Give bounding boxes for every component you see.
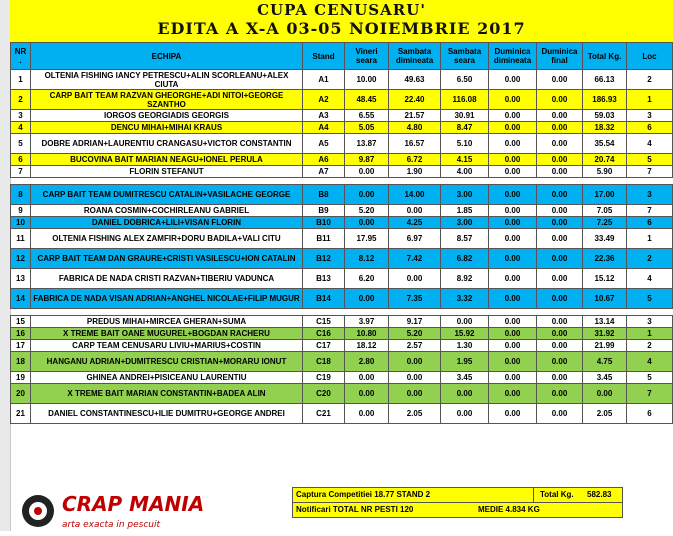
cell-duminica-final[interactable]: 0.00 xyxy=(537,289,583,309)
cell-echipa[interactable]: CARP BAIT TEAM DUMITRESCU CATALIN+VASILACHE GEORGE xyxy=(31,185,303,205)
table-row xyxy=(11,372,673,384)
cell-loc[interactable]: 3 xyxy=(627,185,673,205)
cell-duminica-dimineata[interactable]: 0.00 xyxy=(489,90,537,110)
cell-duminica-final[interactable]: 0.00 xyxy=(537,166,583,178)
cell-vineri[interactable]: 13.87 xyxy=(345,134,389,154)
cell-total[interactable]: 15.12 xyxy=(583,269,627,289)
cell-duminica-final[interactable]: 0.00 xyxy=(537,340,583,352)
cell-nr[interactable]: 7 xyxy=(11,166,31,178)
cell-duminica-dimineata[interactable]: 0.00 xyxy=(489,340,537,352)
cell-stand[interactable]: B13 xyxy=(303,269,345,289)
cell-vineri[interactable]: 6.20 xyxy=(345,269,389,289)
cell-duminica-dimineata[interactable]: 0.00 xyxy=(489,249,537,269)
cell-duminica-final[interactable]: 0.00 xyxy=(537,70,583,90)
cell-duminica-dimineata[interactable]: 0.00 xyxy=(489,372,537,384)
cell-total[interactable]: 22.36 xyxy=(583,249,627,269)
cell-nr[interactable]: 10 xyxy=(11,217,31,229)
separator-cell xyxy=(11,309,673,316)
cell-loc[interactable]: 3 xyxy=(627,110,673,122)
cell-stand[interactable]: C20 xyxy=(303,384,345,404)
table-row xyxy=(11,316,673,328)
logo-tagline: arta exacta in pescuit xyxy=(62,520,161,530)
cell-vineri[interactable]: 0.00 xyxy=(345,166,389,178)
cell-loc[interactable]: 4 xyxy=(627,134,673,154)
table-row xyxy=(11,185,673,205)
table-row xyxy=(11,122,673,134)
cell-sambata-seara[interactable]: 30.91 xyxy=(441,110,489,122)
results-body xyxy=(11,70,673,424)
cell-echipa[interactable]: DENCU MIHAI+MIHAI KRAUS xyxy=(31,122,303,134)
cell-stand[interactable]: A3 xyxy=(303,110,345,122)
cell-total[interactable]: 66.13 xyxy=(583,70,627,90)
results-table xyxy=(10,42,673,424)
cell-duminica-dimineata[interactable]: 0.00 xyxy=(489,154,537,166)
cell-loc[interactable]: 2 xyxy=(627,70,673,90)
table-row xyxy=(11,90,673,110)
cell-vineri[interactable]: 2.80 xyxy=(345,352,389,372)
header-duminica-dimineata[interactable]: Duminica dimineata xyxy=(489,43,537,70)
cell-total[interactable]: 13.14 xyxy=(583,316,627,328)
table-row xyxy=(11,154,673,166)
cell-sambata-dimineata[interactable]: 14.00 xyxy=(389,185,441,205)
cell-stand[interactable]: C19 xyxy=(303,372,345,384)
cell-nr[interactable]: 14 xyxy=(11,289,31,309)
cell-echipa[interactable]: X TREME BAIT OANE MUGUREL+BOGDAN RACHERU xyxy=(31,328,303,340)
cell-loc[interactable]: 6 xyxy=(627,217,673,229)
cell-loc[interactable]: 7 xyxy=(627,205,673,217)
cell-sambata-dimineata[interactable]: 2.05 xyxy=(389,404,441,424)
cell-duminica-dimineata[interactable]: 0.00 xyxy=(489,384,537,404)
cell-nr[interactable]: 18 xyxy=(11,352,31,372)
cell-duminica-dimineata[interactable]: 0.00 xyxy=(489,185,537,205)
cell-nr[interactable]: 12 xyxy=(11,249,31,269)
cell-echipa[interactable]: OLTENIA FISHING ALEX ZAMFIR+DORU BADILA+VALI CITU xyxy=(31,229,303,249)
cell-vineri[interactable]: 0.00 xyxy=(345,289,389,309)
cell-echipa[interactable]: X TREME BAIT MARIAN CONSTANTIN+BADEA ALIN xyxy=(31,384,303,404)
cell-sambata-seara[interactable]: 6.50 xyxy=(441,70,489,90)
cell-total[interactable]: 2.05 xyxy=(583,404,627,424)
cell-sambata-dimineata[interactable]: 0.00 xyxy=(389,372,441,384)
cell-total[interactable]: 21.99 xyxy=(583,340,627,352)
title-line-2: EDITA A X-A 03-05 NOIEMBRIE 2017 xyxy=(157,19,526,38)
captura-text: Captura Competitiei 18.77 STAND 2 xyxy=(296,490,431,499)
cell-vineri[interactable]: 5.05 xyxy=(345,122,389,134)
cell-vineri[interactable]: 0.00 xyxy=(345,384,389,404)
logo-graphic xyxy=(14,487,284,531)
cell-sambata-seara[interactable]: 3.45 xyxy=(441,372,489,384)
cell-stand[interactable]: A2 xyxy=(303,90,345,110)
cell-total[interactable]: 18.32 xyxy=(583,122,627,134)
cell-nr[interactable]: 15 xyxy=(11,316,31,328)
cell-nr[interactable]: 1 xyxy=(11,70,31,90)
table-row xyxy=(11,340,673,352)
cell-total[interactable]: 33.49 xyxy=(583,229,627,249)
cell-sambata-dimineata[interactable]: 22.40 xyxy=(389,90,441,110)
cell-stand[interactable]: B11 xyxy=(303,229,345,249)
cell-sambata-dimineata[interactable]: 6.72 xyxy=(389,154,441,166)
cell-stand[interactable]: C18 xyxy=(303,352,345,372)
cell-vineri[interactable]: 3.97 xyxy=(345,316,389,328)
cell-vineri[interactable]: 0.00 xyxy=(345,404,389,424)
cell-sambata-dimineata[interactable]: 0.00 xyxy=(389,205,441,217)
cell-loc[interactable]: 7 xyxy=(627,384,673,404)
cell-nr[interactable]: 13 xyxy=(11,269,31,289)
cell-sambata-dimineata[interactable]: 1.90 xyxy=(389,166,441,178)
cell-sambata-seara[interactable]: 8.47 xyxy=(441,122,489,134)
cell-duminica-final[interactable]: 0.00 xyxy=(537,384,583,404)
cell-loc[interactable]: 3 xyxy=(627,316,673,328)
cell-echipa[interactable]: CARP BAIT TEAM DAN GRAURE+CRISTI VASILESCU+ION CATALIN xyxy=(31,249,303,269)
cell-echipa[interactable]: GHINEA ANDREI+PISICEANU LAURENTIU xyxy=(31,372,303,384)
cell-total[interactable]: 7.05 xyxy=(583,205,627,217)
table-row xyxy=(11,352,673,372)
cell-duminica-dimineata[interactable]: 0.00 xyxy=(489,404,537,424)
cell-sambata-dimineata[interactable]: 0.00 xyxy=(389,352,441,372)
cell-sambata-seara[interactable]: 3.00 xyxy=(441,185,489,205)
cell-nr[interactable]: 16 xyxy=(11,328,31,340)
table-row xyxy=(11,110,673,122)
cell-echipa[interactable]: HANGANU ADRIAN+DUMITRESCU CRISTIAN+MORARU IONUT xyxy=(31,352,303,372)
cell-duminica-final[interactable]: 0.00 xyxy=(537,352,583,372)
cell-vineri[interactable]: 10.00 xyxy=(345,70,389,90)
cell-total[interactable]: 17.00 xyxy=(583,185,627,205)
medie-text: MEDIE 4.834 KG xyxy=(478,505,540,514)
cell-nr[interactable]: 8 xyxy=(11,185,31,205)
cell-sambata-dimineata[interactable]: 49.63 xyxy=(389,70,441,90)
cell-total[interactable]: 186.93 xyxy=(583,90,627,110)
table-row xyxy=(11,134,673,154)
header-sambata-seara[interactable]: Sambata seara xyxy=(441,43,489,70)
cell-duminica-final[interactable]: 0.00 xyxy=(537,122,583,134)
cell-total[interactable]: 59.03 xyxy=(583,110,627,122)
cell-stand[interactable]: C16 xyxy=(303,328,345,340)
cell-total[interactable]: 4.75 xyxy=(583,352,627,372)
cell-duminica-final[interactable]: 0.00 xyxy=(537,328,583,340)
cell-nr[interactable]: 19 xyxy=(11,372,31,384)
cell-loc[interactable]: 2 xyxy=(627,340,673,352)
cell-sambata-seara[interactable]: 1.30 xyxy=(441,340,489,352)
cell-total[interactable]: 31.92 xyxy=(583,328,627,340)
cell-echipa[interactable]: BUCOVINA BAIT MARIAN NEAGU+IONEL PERULA xyxy=(31,154,303,166)
cell-echipa[interactable]: CARP TEAM CENUSARU LIVIU+MARIUS+COSTIN xyxy=(31,340,303,352)
cell-sambata-seara[interactable]: 8.57 xyxy=(441,229,489,249)
cell-duminica-final[interactable]: 0.00 xyxy=(537,229,583,249)
cell-duminica-dimineata[interactable]: 0.00 xyxy=(489,205,537,217)
cell-nr[interactable]: 21 xyxy=(11,404,31,424)
header-sambata-dimineata[interactable]: Sambata dimineata xyxy=(389,43,441,70)
table-row xyxy=(11,289,673,309)
table-row xyxy=(11,229,673,249)
cell-nr[interactable]: 3 xyxy=(11,110,31,122)
cell-sambata-dimineata[interactable]: 0.00 xyxy=(389,384,441,404)
header-row xyxy=(11,43,673,70)
table-row xyxy=(11,328,673,340)
cell-stand[interactable]: A7 xyxy=(303,166,345,178)
cell-total[interactable]: 20.74 xyxy=(583,154,627,166)
cell-stand[interactable]: B10 xyxy=(303,217,345,229)
cell-nr[interactable]: 5 xyxy=(11,134,31,154)
crap-mania-logo xyxy=(14,487,284,531)
cell-stand[interactable]: B14 xyxy=(303,289,345,309)
cell-duminica-dimineata[interactable]: 0.00 xyxy=(489,134,537,154)
cell-duminica-final[interactable]: 0.00 xyxy=(537,404,583,424)
table-row xyxy=(11,217,673,229)
cell-total[interactable]: 0.00 xyxy=(583,384,627,404)
cell-sambata-dimineata[interactable]: 6.97 xyxy=(389,229,441,249)
cell-echipa[interactable]: OLTENIA FISHING IANCY PETRESCU+ALIN SCORLEANU+ALEX CIUTA xyxy=(31,70,303,90)
cell-nr[interactable]: 11 xyxy=(11,229,31,249)
separator-cell xyxy=(11,178,673,185)
cell-sambata-seara[interactable]: 6.82 xyxy=(441,249,489,269)
cell-nr[interactable]: 2 xyxy=(11,90,31,110)
cell-stand[interactable]: C15 xyxy=(303,316,345,328)
cell-sambata-dimineata[interactable]: 9.17 xyxy=(389,316,441,328)
header-nr[interactable]: NR . xyxy=(11,43,31,70)
notificari-text: Notificari TOTAL NR PESTI 120 xyxy=(296,505,414,514)
cell-sambata-seara[interactable]: 4.00 xyxy=(441,166,489,178)
cell-duminica-final[interactable]: 0.00 xyxy=(537,110,583,122)
cell-stand[interactable]: A5 xyxy=(303,134,345,154)
cell-echipa[interactable]: FABRICA DE NADA VISAN ADRIAN+ANGHEL NICOLAE+FILIP MUGUR xyxy=(31,289,303,309)
cell-sambata-dimineata[interactable]: 4.80 xyxy=(389,122,441,134)
cell-echipa[interactable]: ROANA COSMIN+COCHIRLEANU GABRIEL xyxy=(31,205,303,217)
cell-sambata-seara[interactable]: 3.32 xyxy=(441,289,489,309)
cell-duminica-final[interactable]: 0.00 xyxy=(537,90,583,110)
cell-duminica-final[interactable]: 0.00 xyxy=(537,217,583,229)
cell-duminica-dimineata[interactable]: 0.00 xyxy=(489,352,537,372)
cell-sambata-dimineata[interactable]: 5.20 xyxy=(389,328,441,340)
cell-sambata-seara[interactable]: 3.00 xyxy=(441,217,489,229)
cell-echipa[interactable]: IORGOS GEORGIADIS GEORGIS xyxy=(31,110,303,122)
cell-vineri[interactable]: 9.87 xyxy=(345,154,389,166)
title-line-1: CUPA CENUSARU' xyxy=(257,1,426,19)
cell-sambata-seara[interactable]: 0.00 xyxy=(441,316,489,328)
cell-vineri[interactable]: 10.80 xyxy=(345,328,389,340)
cell-duminica-final[interactable]: 0.00 xyxy=(537,269,583,289)
cell-echipa[interactable]: PREDUS MIHAI+MIRCEA GHERAN+SUMA xyxy=(31,316,303,328)
cell-sambata-dimineata[interactable]: 2.57 xyxy=(389,340,441,352)
cell-sambata-dimineata[interactable]: 7.35 xyxy=(389,289,441,309)
cell-vineri[interactable]: 5.20 xyxy=(345,205,389,217)
cell-duminica-final[interactable]: 0.00 xyxy=(537,134,583,154)
cell-stand[interactable]: B12 xyxy=(303,249,345,269)
cell-vineri[interactable]: 0.00 xyxy=(345,372,389,384)
cell-echipa[interactable]: DOBRE ADRIAN+LAURENTIU CRANGASU+VICTOR CONSTANTIN xyxy=(31,134,303,154)
cell-duminica-final[interactable]: 0.00 xyxy=(537,154,583,166)
cell-sambata-seara[interactable]: 116.08 xyxy=(441,90,489,110)
cell-nr[interactable]: 9 xyxy=(11,205,31,217)
section-separator xyxy=(11,309,673,316)
cell-sambata-dimineata[interactable]: 7.42 xyxy=(389,249,441,269)
table-row xyxy=(11,404,673,424)
cell-stand[interactable]: A1 xyxy=(303,70,345,90)
header-stand[interactable]: Stand xyxy=(303,43,345,70)
cell-total[interactable]: 10.67 xyxy=(583,289,627,309)
cell-vineri[interactable]: 0.00 xyxy=(345,185,389,205)
cell-loc[interactable]: 4 xyxy=(627,269,673,289)
cell-loc[interactable]: 5 xyxy=(627,289,673,309)
cell-duminica-dimineata[interactable]: 0.00 xyxy=(489,110,537,122)
cell-sambata-seara[interactable]: 0.00 xyxy=(441,404,489,424)
cell-sambata-seara[interactable]: 1.85 xyxy=(441,205,489,217)
cell-duminica-dimineata[interactable]: 0.00 xyxy=(489,289,537,309)
cell-duminica-final[interactable]: 0.00 xyxy=(537,185,583,205)
cell-stand[interactable]: C21 xyxy=(303,404,345,424)
cell-loc[interactable]: 2 xyxy=(627,249,673,269)
header-total[interactable]: Total Kg. xyxy=(583,43,627,70)
cell-sambata-seara[interactable]: 0.00 xyxy=(441,384,489,404)
cell-sambata-seara[interactable]: 4.15 xyxy=(441,154,489,166)
header-echipa[interactable]: ECHIPA xyxy=(31,43,303,70)
cell-vineri[interactable]: 17.95 xyxy=(345,229,389,249)
cell-duminica-dimineata[interactable]: 0.00 xyxy=(489,328,537,340)
cell-duminica-final[interactable]: 0.00 xyxy=(537,316,583,328)
cell-echipa[interactable]: DANIEL CONSTANTINESCU+ILIE DUMITRU+GEORGE ANDREI xyxy=(31,404,303,424)
cell-loc[interactable]: 6 xyxy=(627,404,673,424)
header-duminica-final[interactable]: Duminica final xyxy=(537,43,583,70)
cell-total[interactable]: 7.25 xyxy=(583,217,627,229)
cell-loc[interactable]: 1 xyxy=(627,328,673,340)
cell-duminica-dimineata[interactable]: 0.00 xyxy=(489,316,537,328)
cell-duminica-dimineata[interactable]: 0.00 xyxy=(489,122,537,134)
cell-sambata-seara[interactable]: 1.95 xyxy=(441,352,489,372)
cell-total[interactable]: 35.54 xyxy=(583,134,627,154)
cell-duminica-final[interactable]: 0.00 xyxy=(537,249,583,269)
cell-nr[interactable]: 6 xyxy=(11,154,31,166)
cell-echipa[interactable]: CARP BAIT TEAM RAZVAN GHEORGHE+ADI NITOI+GEORGE SZANTHO xyxy=(31,90,303,110)
cell-loc[interactable]: 5 xyxy=(627,372,673,384)
header-loc[interactable]: Loc xyxy=(627,43,673,70)
cell-vineri[interactable]: 8.12 xyxy=(345,249,389,269)
table-row xyxy=(11,70,673,90)
cell-loc[interactable]: 6 xyxy=(627,122,673,134)
cell-duminica-dimineata[interactable]: 0.00 xyxy=(489,229,537,249)
cell-sambata-dimineata[interactable]: 21.57 xyxy=(389,110,441,122)
cell-stand[interactable]: A4 xyxy=(303,122,345,134)
cell-sambata-seara[interactable]: 15.92 xyxy=(441,328,489,340)
cell-stand[interactable]: A6 xyxy=(303,154,345,166)
cell-sambata-dimineata[interactable]: 16.57 xyxy=(389,134,441,154)
cell-stand[interactable]: B8 xyxy=(303,185,345,205)
cell-sambata-dimineata[interactable]: 0.00 xyxy=(389,269,441,289)
cell-echipa[interactable]: FLORIN STEFANUT xyxy=(31,166,303,178)
cell-duminica-dimineata[interactable]: 0.00 xyxy=(489,269,537,289)
cell-vineri[interactable]: 6.55 xyxy=(345,110,389,122)
cell-sambata-seara[interactable]: 5.10 xyxy=(441,134,489,154)
total-value: 582.83 xyxy=(587,490,612,499)
logo-text: CRAP MANIA xyxy=(62,492,205,516)
cell-echipa[interactable]: FABRICA DE NADA CRISTI RAZVAN+TIBERIU VADUNCA xyxy=(31,269,303,289)
cell-duminica-final[interactable]: 0.00 xyxy=(537,372,583,384)
cell-nr[interactable]: 4 xyxy=(11,122,31,134)
table-row xyxy=(11,205,673,217)
cell-nr[interactable]: 17 xyxy=(11,340,31,352)
cell-vineri[interactable]: 0.00 xyxy=(345,217,389,229)
cell-sambata-dimineata[interactable]: 4.25 xyxy=(389,217,441,229)
cell-total[interactable]: 3.45 xyxy=(583,372,627,384)
cell-loc[interactable]: 7 xyxy=(627,166,673,178)
cell-vineri[interactable]: 48.45 xyxy=(345,90,389,110)
cell-echipa[interactable]: DANIEL DOBRICA+LILI+VISAN FLORIN xyxy=(31,217,303,229)
header-vineri[interactable]: Vineri seara xyxy=(345,43,389,70)
cell-sambata-seara[interactable]: 8.92 xyxy=(441,269,489,289)
cell-duminica-dimineata[interactable]: 0.00 xyxy=(489,217,537,229)
cell-duminica-final[interactable]: 0.00 xyxy=(537,205,583,217)
cell-nr[interactable]: 20 xyxy=(11,384,31,404)
cell-duminica-dimineata[interactable]: 0.00 xyxy=(489,70,537,90)
cell-duminica-dimineata[interactable]: 0.00 xyxy=(489,166,537,178)
cell-loc[interactable]: 5 xyxy=(627,154,673,166)
table-row xyxy=(11,249,673,269)
cell-loc[interactable]: 1 xyxy=(627,90,673,110)
table-row xyxy=(11,269,673,289)
cell-stand[interactable]: B9 xyxy=(303,205,345,217)
cell-stand[interactable]: C17 xyxy=(303,340,345,352)
table-row xyxy=(11,166,673,178)
cell-loc[interactable]: 4 xyxy=(627,352,673,372)
total-label: Total Kg. xyxy=(540,490,574,499)
cell-vineri[interactable]: 18.12 xyxy=(345,340,389,352)
table-row xyxy=(11,384,673,404)
section-separator xyxy=(11,178,673,185)
cell-total[interactable]: 5.90 xyxy=(583,166,627,178)
cell-loc[interactable]: 1 xyxy=(627,229,673,249)
